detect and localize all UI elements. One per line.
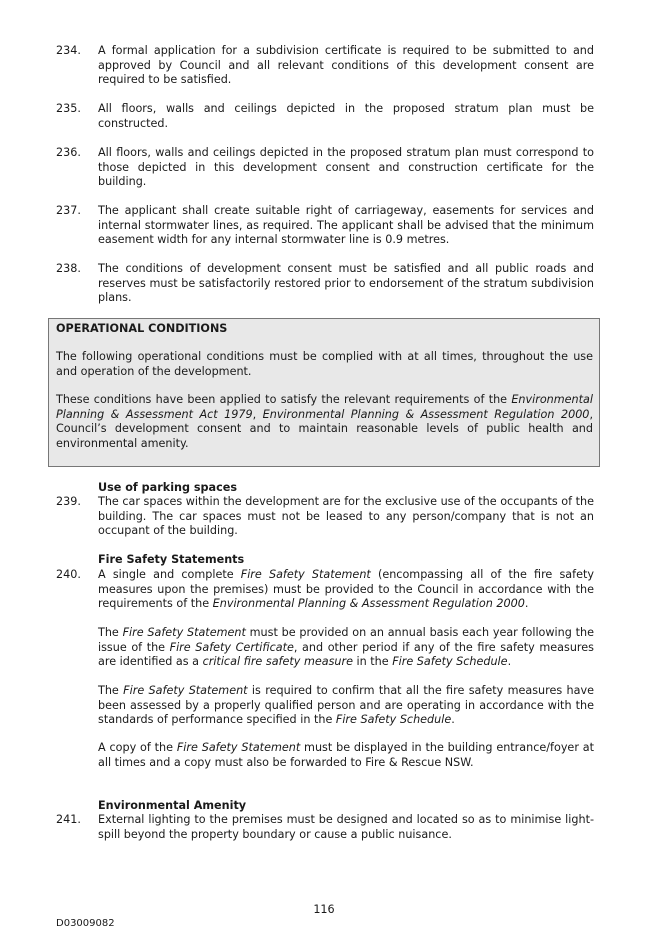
condition-235 [56,102,594,131]
condition-number: 237. [56,204,81,217]
condition-number: 240. [56,568,81,581]
condition-text: All floors, walls and ceilings depicted in the proposed stratum plan must be constructed. [98,102,594,130]
condition-236 [56,146,594,190]
operational-conditions-purpose: These conditions have been applied to satisfy the relevant requirements of the Environmental Planning & Assessment Act 1979, Environmental Planning & Assessment Regulation 2000, Council’s development consent and to maintain reasonable levels of public health and environmental amenity. [56,393,593,450]
condition-text: All floors, walls and ceilings depicted in the proposed stratum plan must correspond to those depicted in this development consent and construction certificate for the building. [98,146,594,189]
condition-text: External lighting to the premises must be designed and located so as to minimise light-spill beyond the property boundary or cause a public nuisance. [98,813,594,841]
condition-number: 234. [56,44,81,57]
condition-text: A single and complete Fire Safety Statement (encompassing all of the fire safety measures upon the premises) must be provided to the Council in accordance with the requirements of the Environmental Planning & Assessment Regulation 2000. [98,568,594,611]
condition-239 [56,495,594,539]
condition-241 [56,813,594,842]
condition-text: The conditions of development consent must be satisfied and all public roads and reserves must be satisfactorily restored prior to endorsement of the stratum subdivision plans. [98,262,594,305]
condition-238 [56,262,594,306]
condition-240 [56,568,594,612]
condition-number: 239. [56,495,81,508]
operational-conditions-box [48,318,600,467]
operational-conditions-intro: The following operational conditions must be complied with at all times, throughout the use and operation of the development. [56,350,593,378]
fire-safety-paragraph-3: The Fire Safety Statement is required to confirm that all the fire safety measures have been assessed by a properly qualified person and are operating in accordance with the standards of performance specified in the Fire Safety Schedule. [98,684,594,727]
fire-safety-paragraph-4: A copy of the Fire Safety Statement must be displayed in the building entrance/foyer at all times and a copy must also be forwarded to Fire & Rescue NSW. [98,741,594,769]
condition-number: 238. [56,262,81,275]
condition-text: The car spaces within the development are for the exclusive use of the occupants of the building. The car spaces must not be leased to any person/company that is not an occupant of the building. [98,495,594,538]
condition-text: A formal application for a subdivision certificate is required to be submitted to and approved by Council and all relevant conditions of this development consent are required to be satisfied. [98,44,594,87]
condition-234 [56,44,594,88]
section-heading-parking: Use of parking spaces [98,481,237,494]
condition-number: 236. [56,146,81,159]
operational-conditions-title: OPERATIONAL CONDITIONS [56,322,228,335]
condition-237 [56,204,594,248]
fire-safety-paragraph-2: The Fire Safety Statement must be provided on an annual basis each year following the issue of the Fire Safety Certificate, and other period if any of the fire safety measures are identified as a critical fire safety measure in the Fire Safety Schedule. [98,626,594,669]
condition-number: 235. [56,102,81,115]
condition-text: The applicant shall create suitable right of carriageway, easements for services and internal stormwater lines, as required. The applicant shall be advised that the minimum easement width for any internal stormwater line is 0.9 metres. [98,204,594,247]
section-heading-fire-safety: Fire Safety Statements [98,553,245,566]
document-id: D03009082 [56,918,115,929]
condition-number: 241. [56,813,81,826]
page-number: 116 [313,903,335,916]
section-heading-amenity: Environmental Amenity [98,799,247,812]
